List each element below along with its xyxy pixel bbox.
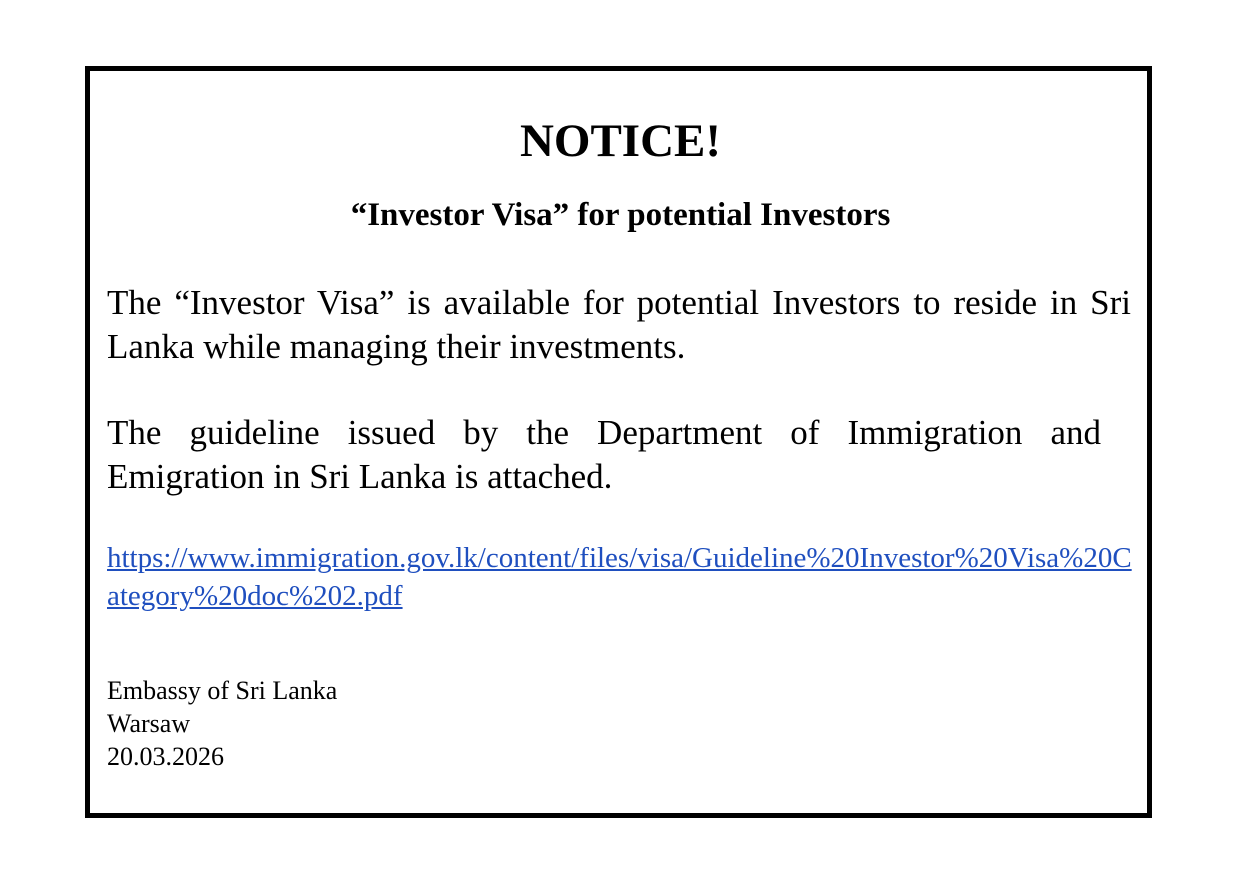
notice-subtitle: “Investor Visa” for potential Investors (350, 197, 891, 233)
signature-date: 20.03.2026 (107, 742, 224, 771)
signature-block (107, 674, 337, 773)
notice-title: NOTICE! (519, 115, 722, 167)
availability-paragraph: The “Investor Visa” is available for potential Investors to reside in Sri Lanka while managing their investments. (107, 283, 1131, 366)
guideline-paragraph: The guideline issued by the Department of Immigration and Emigration in Sri Lanka is attached. (107, 413, 1101, 496)
signature-city: Warsaw (107, 709, 191, 738)
guideline-pdf-link[interactable]: https://www.immigration.gov.lk/content/files/visa/Guideline%20Investor%20Visa%20Category%20doc%202.pdf (107, 542, 1132, 612)
signature-organization: Embassy of Sri Lanka (107, 676, 338, 705)
